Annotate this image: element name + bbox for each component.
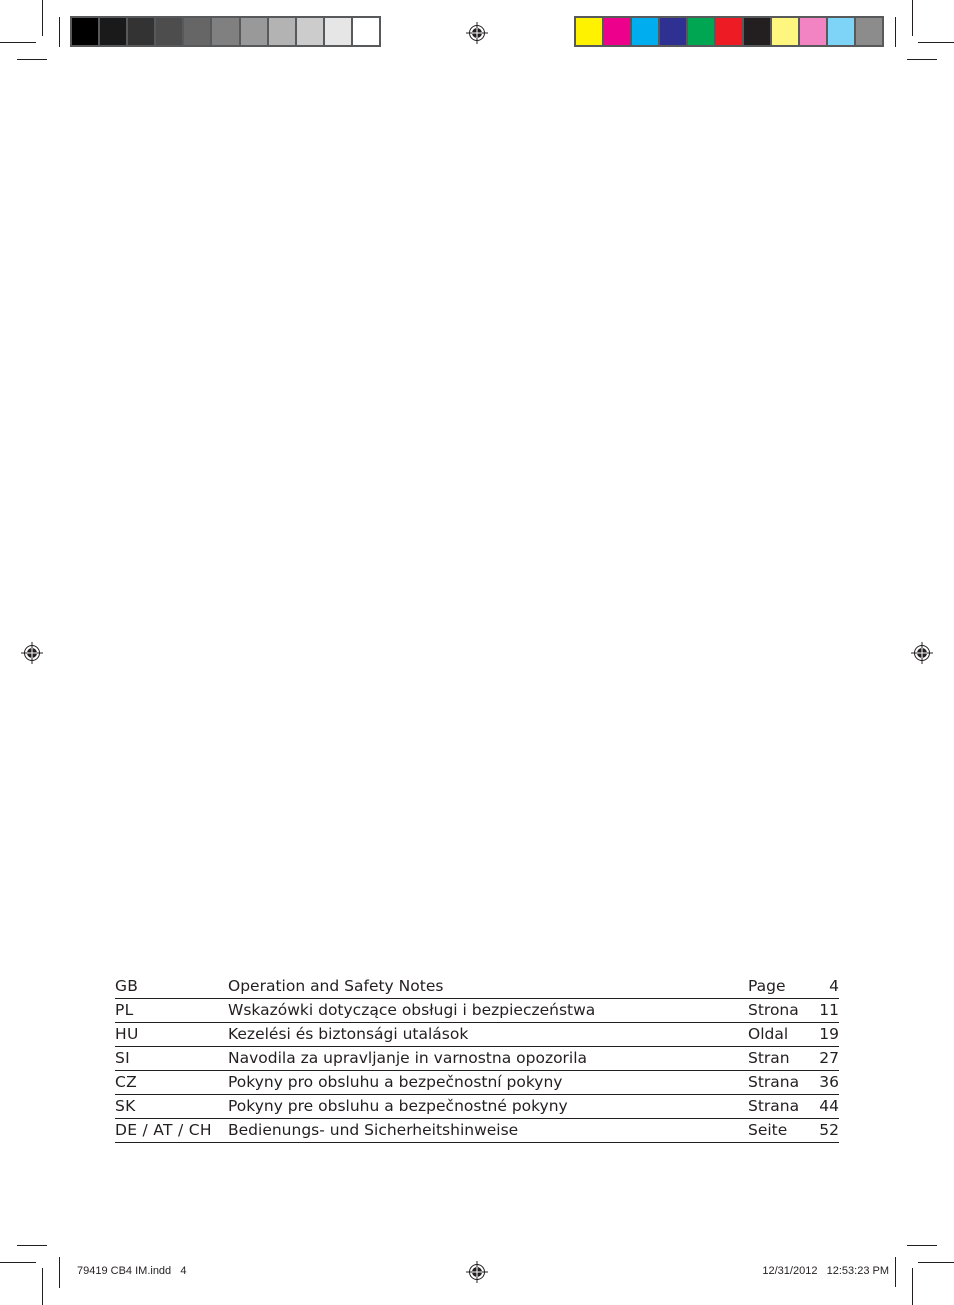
- color-swatch: [241, 18, 267, 45]
- page-label: Seite: [748, 1121, 788, 1139]
- section-title: Operation and Safety Notes: [228, 977, 444, 995]
- crop-mark: [907, 59, 937, 60]
- crop-mark: [17, 59, 47, 60]
- language-code: SI: [115, 1049, 131, 1067]
- color-swatch: [297, 18, 323, 45]
- color-swatch: [604, 18, 630, 45]
- crop-mark: [17, 1245, 47, 1246]
- color-swatch: [353, 18, 379, 45]
- crop-mark: [0, 1262, 36, 1263]
- color-swatch: [828, 18, 854, 45]
- toc-row-de-at-ch[interactable]: [115, 1119, 839, 1143]
- page-label: Strana: [748, 1073, 800, 1091]
- crop-mark: [918, 1262, 954, 1263]
- grayscale-color-bar: [70, 16, 381, 47]
- page-number: 11: [819, 1001, 839, 1019]
- section-title: Wskazówki dotyczące obsługi i bezpieczeństwa: [228, 1001, 596, 1019]
- slug-filename: 79419 CB4 IM.indd 4: [77, 1265, 187, 1277]
- toc-row-pl[interactable]: [115, 999, 839, 1023]
- crop-mark: [907, 1245, 937, 1246]
- process-color-bar: [574, 16, 884, 47]
- page-number: 4: [829, 977, 839, 995]
- toc-row-gb[interactable]: [115, 975, 839, 999]
- section-title: Kezelési és biztonsági utalások: [228, 1025, 469, 1043]
- page-number: 52: [819, 1121, 839, 1139]
- crop-mark: [912, 0, 913, 36]
- toc-row-si[interactable]: [115, 1047, 839, 1071]
- slug-divider: [59, 1258, 60, 1288]
- crop-mark: [895, 17, 896, 47]
- page-number: 44: [819, 1097, 839, 1115]
- page-label: Stran: [748, 1049, 790, 1067]
- page-label: Page: [748, 977, 786, 995]
- language-code: DE / AT / CH: [115, 1121, 212, 1139]
- crop-mark: [42, 1268, 43, 1305]
- color-swatch: [325, 18, 351, 45]
- section-title: Pokyny pro obsluhu a bezpečnostní pokyny: [228, 1073, 563, 1091]
- color-swatch: [576, 18, 602, 45]
- color-swatch: [100, 18, 126, 45]
- language-code: GB: [115, 977, 139, 995]
- page-number: 36: [819, 1073, 839, 1091]
- color-swatch: [72, 18, 98, 45]
- toc-row-cz[interactable]: [115, 1071, 839, 1095]
- language-code: PL: [115, 1001, 134, 1019]
- crop-mark: [42, 0, 43, 36]
- language-code: SK: [115, 1097, 136, 1115]
- slug-datetime: 12/31/2012 12:53:23 PM: [762, 1265, 889, 1277]
- color-swatch: [156, 18, 182, 45]
- registration-target-icon: [911, 642, 933, 664]
- crop-mark: [0, 42, 36, 43]
- language-table-of-contents: [115, 975, 839, 1143]
- color-swatch: [184, 18, 210, 45]
- section-title: Navodila za upravljanje in varnostna opozorila: [228, 1049, 588, 1067]
- crop-mark: [912, 1268, 913, 1305]
- color-swatch: [688, 18, 714, 45]
- toc-row-sk[interactable]: [115, 1095, 839, 1119]
- page-number: 27: [819, 1049, 839, 1067]
- registration-target-icon: [466, 1261, 488, 1283]
- page-label: Oldal: [748, 1025, 789, 1043]
- color-swatch: [800, 18, 826, 45]
- color-swatch: [660, 18, 686, 45]
- color-swatch: [772, 18, 798, 45]
- color-swatch: [212, 18, 238, 45]
- color-swatch: [632, 18, 658, 45]
- color-swatch: [716, 18, 742, 45]
- crop-mark: [918, 42, 954, 43]
- toc-row-hu[interactable]: [115, 1023, 839, 1047]
- crop-mark: [59, 17, 60, 47]
- color-swatch: [856, 18, 882, 45]
- color-swatch: [269, 18, 295, 45]
- registration-target-icon: [466, 22, 488, 44]
- color-swatch: [128, 18, 154, 45]
- crop-mark: [895, 1257, 896, 1287]
- language-code: HU: [115, 1025, 139, 1043]
- color-swatch: [744, 18, 770, 45]
- section-title: Pokyny pre obsluhu a bezpečnostné pokyny: [228, 1097, 568, 1115]
- page-label: Strana: [748, 1097, 800, 1115]
- registration-target-icon: [21, 642, 43, 664]
- page-label: Strona: [748, 1001, 799, 1019]
- page-number: 19: [819, 1025, 839, 1043]
- section-title: Bedienungs- und Sicherheitshinweise: [228, 1121, 519, 1139]
- language-code: CZ: [115, 1073, 138, 1091]
